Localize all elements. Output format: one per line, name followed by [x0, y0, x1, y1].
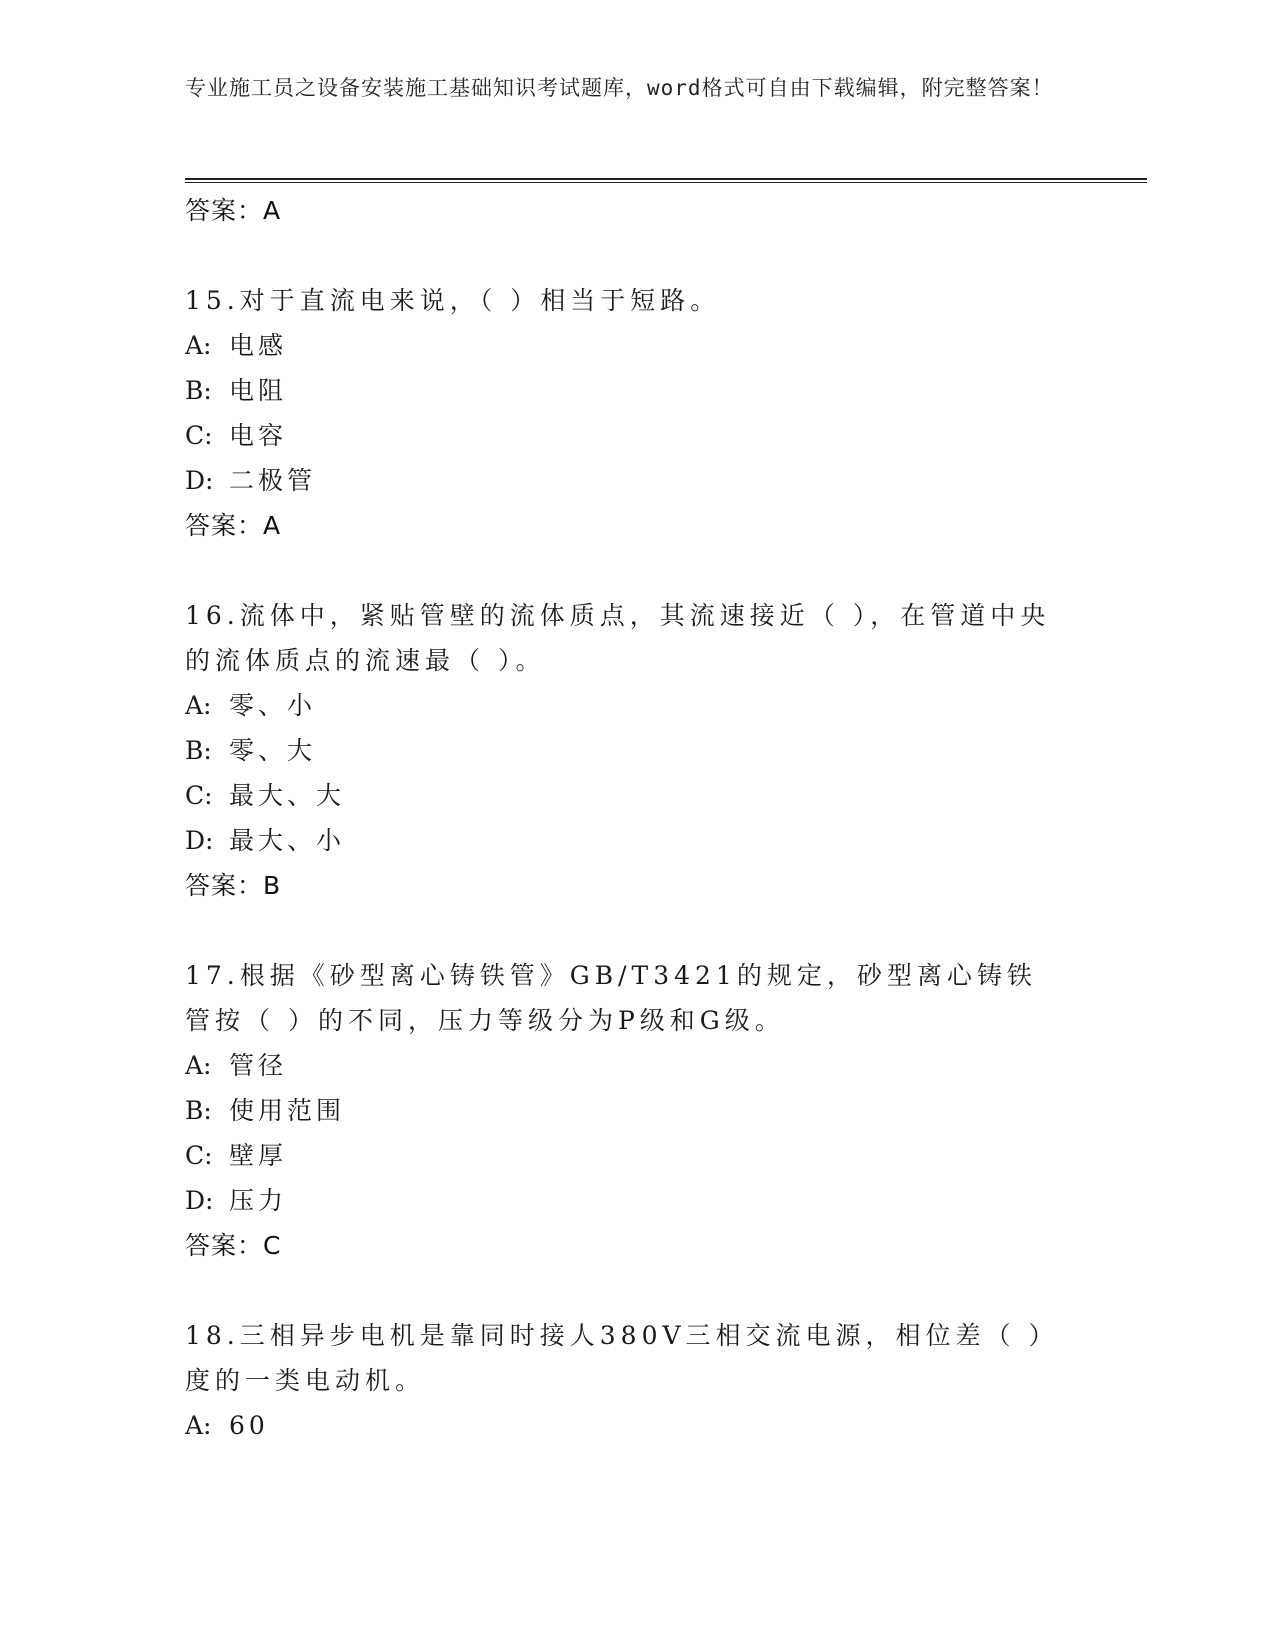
question-stem: 17.根据《砂型离心铸铁管》GB/T3421的规定，砂型离心铸铁管按（ ）的不同，压力等级分为P级和G级。: [185, 961, 1037, 1035]
option-text: 60: [229, 1411, 269, 1440]
question-list: [185, 188, 1065, 1448]
option-key: D:: [185, 466, 214, 495]
option-key: A:: [185, 691, 212, 720]
question-stem: 15.对于直流电来说，（ ）相当于短路。: [185, 286, 721, 315]
option-a: [185, 1403, 1065, 1448]
option-key: C:: [185, 421, 213, 450]
answer-value: A: [263, 196, 282, 225]
option-text: 零、小: [229, 691, 317, 720]
previous-answer: [185, 188, 1065, 233]
option-b: [185, 1088, 1065, 1133]
option-a: [185, 683, 1065, 728]
option-text: 管径: [229, 1051, 288, 1080]
answer-label: 答案：: [185, 196, 264, 225]
document-header: 专业施工员之设备安装施工基础知识考试题库，word格式可自由下载编辑，附完整答案！: [185, 76, 1054, 100]
option-key: B:: [185, 1096, 212, 1125]
option-c: [185, 413, 1065, 458]
option-text: 最大、大: [229, 781, 346, 810]
option-key: A:: [185, 1051, 212, 1080]
option-key: D:: [185, 1186, 214, 1215]
option-key: C:: [185, 1141, 213, 1170]
question-answer: [185, 503, 1065, 548]
header-divider: [185, 178, 1147, 183]
option-text: 压力: [229, 1186, 288, 1215]
option-b: [185, 368, 1065, 413]
option-text: 零、大: [229, 736, 317, 765]
option-a: [185, 323, 1065, 368]
option-key: B:: [185, 376, 212, 405]
question-18: [185, 1313, 1065, 1448]
option-text: 电感: [229, 331, 288, 360]
option-key: C:: [185, 781, 213, 810]
question-16: [185, 593, 1065, 908]
option-text: 二极管: [229, 466, 317, 495]
option-key: A:: [185, 1411, 212, 1440]
document-page: [185, 0, 1145, 1650]
answer-value: C: [263, 1231, 282, 1260]
answer-value: B: [263, 871, 282, 900]
answer-label: 答案：: [185, 871, 264, 900]
option-text: 壁厚: [229, 1141, 288, 1170]
option-text: 电容: [229, 421, 288, 450]
option-key: D:: [185, 826, 214, 855]
option-key: B:: [185, 736, 212, 765]
question-stem: 16.流体中，紧贴管壁的流体质点，其流速接近（ ），在管道中央的流体质点的流速最（ ）。: [185, 601, 1051, 675]
question-15: [185, 278, 1065, 548]
question-answer: [185, 863, 1065, 908]
option-c: [185, 1133, 1065, 1178]
answer-label: 答案：: [185, 511, 264, 540]
option-a: [185, 1043, 1065, 1088]
question-17: [185, 953, 1065, 1268]
option-c: [185, 773, 1065, 818]
answer-value: A: [263, 511, 282, 540]
question-answer: [185, 1223, 1065, 1268]
answer-label: 答案：: [185, 1231, 264, 1260]
option-b: [185, 728, 1065, 773]
question-stem: 18.三相异步电机是靠同时接人380V三相交流电源，相位差（ ）度的一类电动机。: [185, 1321, 1059, 1395]
option-key: A:: [185, 331, 212, 360]
option-d: [185, 1178, 1065, 1223]
option-text: 使用范围: [229, 1096, 346, 1125]
option-d: [185, 458, 1065, 503]
option-text: 最大、小: [229, 826, 346, 855]
option-text: 电阻: [229, 376, 288, 405]
option-d: [185, 818, 1065, 863]
